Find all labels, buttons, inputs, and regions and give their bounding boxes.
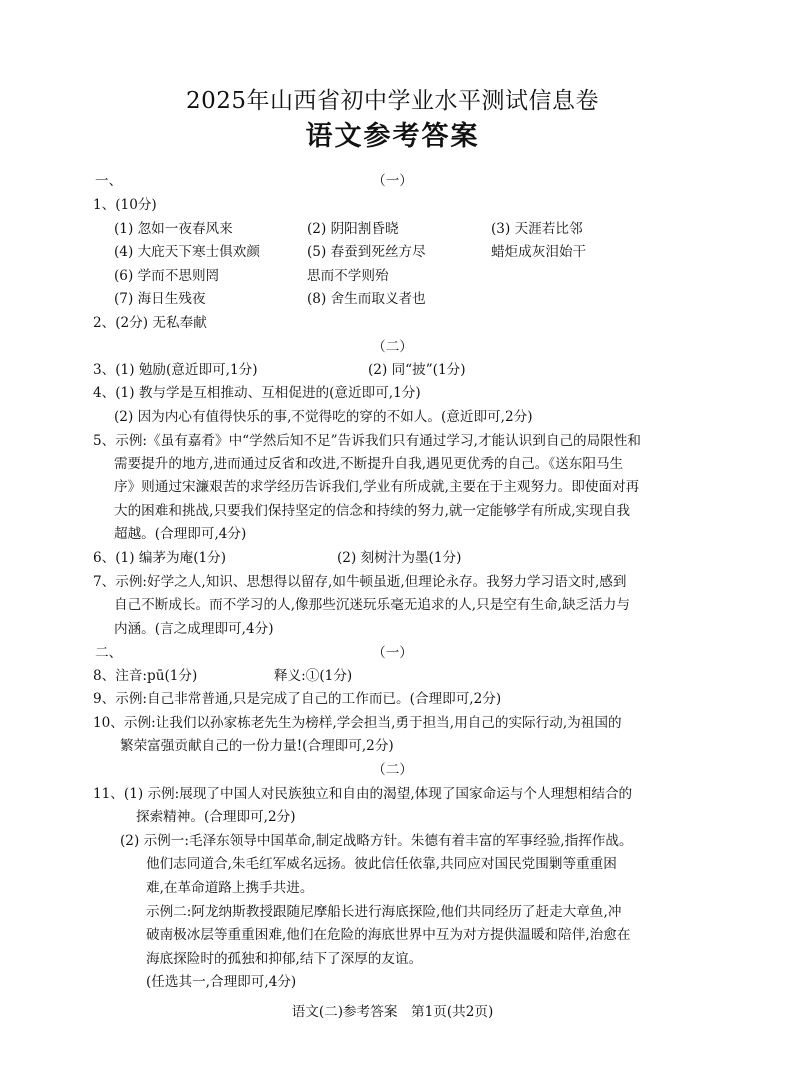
answer-text: 难,在革命道路上携手共进。 <box>146 880 314 896</box>
answer-item: (2) 因为内心有值得快乐的事,不觉得吃的穿的不如人。(意近即可,2分) <box>114 409 533 425</box>
answer-item: (1) 忽如一夜春风来 <box>114 221 233 237</box>
answer-text: 他们志同道合,朱毛红军威名远扬。彼此信任依靠,共同应对国民党围剿等重重困 <box>146 856 617 872</box>
question-1: 1、(10分) <box>93 197 157 213</box>
answer-text: 繁荣富强贡献自己的一份力量!(合理即可,2分) <box>120 738 394 754</box>
answer-item: (6) 学而不思则罔 <box>114 268 220 284</box>
answer-text: (2) 示例一:毛泽东领导中国革命,制定战略方针。朱德有着丰富的军事经验,指挥作战。 <box>120 833 633 849</box>
document-title: 2025年山西省初中学业水平测试信息卷 <box>185 88 600 114</box>
part-heading: （二） <box>372 339 413 355</box>
question-6: 6、(1) 编茅为庵(1分) <box>93 550 227 566</box>
part-heading: （一） <box>372 645 413 661</box>
question-10: 10、示例:让我们以孙家栋老先生为榜样,学会担当,勇于担当,用自己的实际行动,为祖国的 <box>93 715 622 731</box>
answer-text: 海底探险时的孤独和抑郁,结下了深厚的友谊。 <box>146 951 423 967</box>
answer-item: (2) 刻树汁为墨(1分) <box>337 550 462 566</box>
answer-text: 探索精神。(合理即可,2分) <box>136 809 296 825</box>
document-subtitle: 语文参考答案 <box>305 121 480 152</box>
answer-item: (4) 大庇天下寒士俱欢颜 <box>114 244 260 260</box>
question-8: 8、注音:pū(1分) <box>93 668 198 684</box>
answer-text: 需要提升的地方,进而通过反省和改进,不断提升自我,遇见更优秀的自己。《送东阳马生 <box>114 456 624 472</box>
question-7: 7、示例:好学之人,知识、思想得以留存,如牛顿虽逝,但理论永存。我努力学习语文时,感到 <box>93 574 627 590</box>
question-3: 3、(1) 勉励(意近即可,1分) <box>93 362 258 378</box>
answer-item: 思而不学则殆 <box>307 268 389 284</box>
answer-text: 自己不断成长。而不学习的人,像那些沉迷玩乐毫无追求的人,只是空有生命,缺乏活力与 <box>114 597 630 613</box>
answer-item: (2) 阴阳割昏晓 <box>307 221 399 237</box>
question-5: 5、示例:《虽有嘉肴》中“学然后知不足”告诉我们只有通过学习,才能认识到自己的局限性和 <box>93 433 642 449</box>
answer-item: (7) 海日生残夜 <box>114 291 206 307</box>
answer-text: 超越。(合理即可,4分) <box>114 526 247 542</box>
answer-text: (任选其一,合理即可,4分) <box>146 974 297 990</box>
part-heading: （一） <box>372 173 413 189</box>
section-heading-1: 一、 <box>95 173 123 189</box>
page-footer: 语文(二)参考答案 第1页(共2页) <box>291 1004 494 1020</box>
answer-text: 序》则通过宋濂艰苦的求学经历告诉我们,学业有所成就,主要在于主观努力。即使面对再 <box>114 479 640 495</box>
answer-item: (5) 春蚕到死丝方尽 <box>307 244 426 260</box>
question-11: 11、(1) 示例:展现了中国人对民族独立和自由的渴望,体现了国家命运与个人理想相结合的 <box>93 786 633 802</box>
question-4: 4、(1) 教与学是互相推动、互相促进的(意近即可,1分) <box>93 385 421 401</box>
answer-text: 大的困难和挑战,只要我们保持坚定的信念和持续的努力,就一定能够学有所成,实现自我 <box>114 503 630 519</box>
question-2: 2、(2分) 无私奉献 <box>93 315 207 331</box>
answer-text: 内涵。(言之成理即可,4分) <box>114 621 274 637</box>
answer-item: 蜡炬成灰泪始干 <box>491 244 587 260</box>
part-heading: （二） <box>372 762 413 778</box>
answer-text: 破南极冰层等重重困难,他们在危险的海底世界中互为对方提供温暖和陪伴,治愈在 <box>146 927 631 943</box>
answer-item: (3) 天涯若比邻 <box>491 221 583 237</box>
answer-item: 释义:①(1分) <box>274 668 353 684</box>
answer-item: (2) 同“披”(1分) <box>368 362 466 378</box>
answer-item: (8) 舍生而取义者也 <box>307 291 426 307</box>
section-heading-2: 二、 <box>95 645 123 661</box>
answer-text: 示例二:阿龙纳斯教授跟随尼摩船长进行海底探险,他们共同经历了赶走大章鱼,冲 <box>146 904 622 920</box>
question-9: 9、示例:自己非常普通,只是完成了自己的工作而已。(合理即可,2分) <box>93 691 502 707</box>
